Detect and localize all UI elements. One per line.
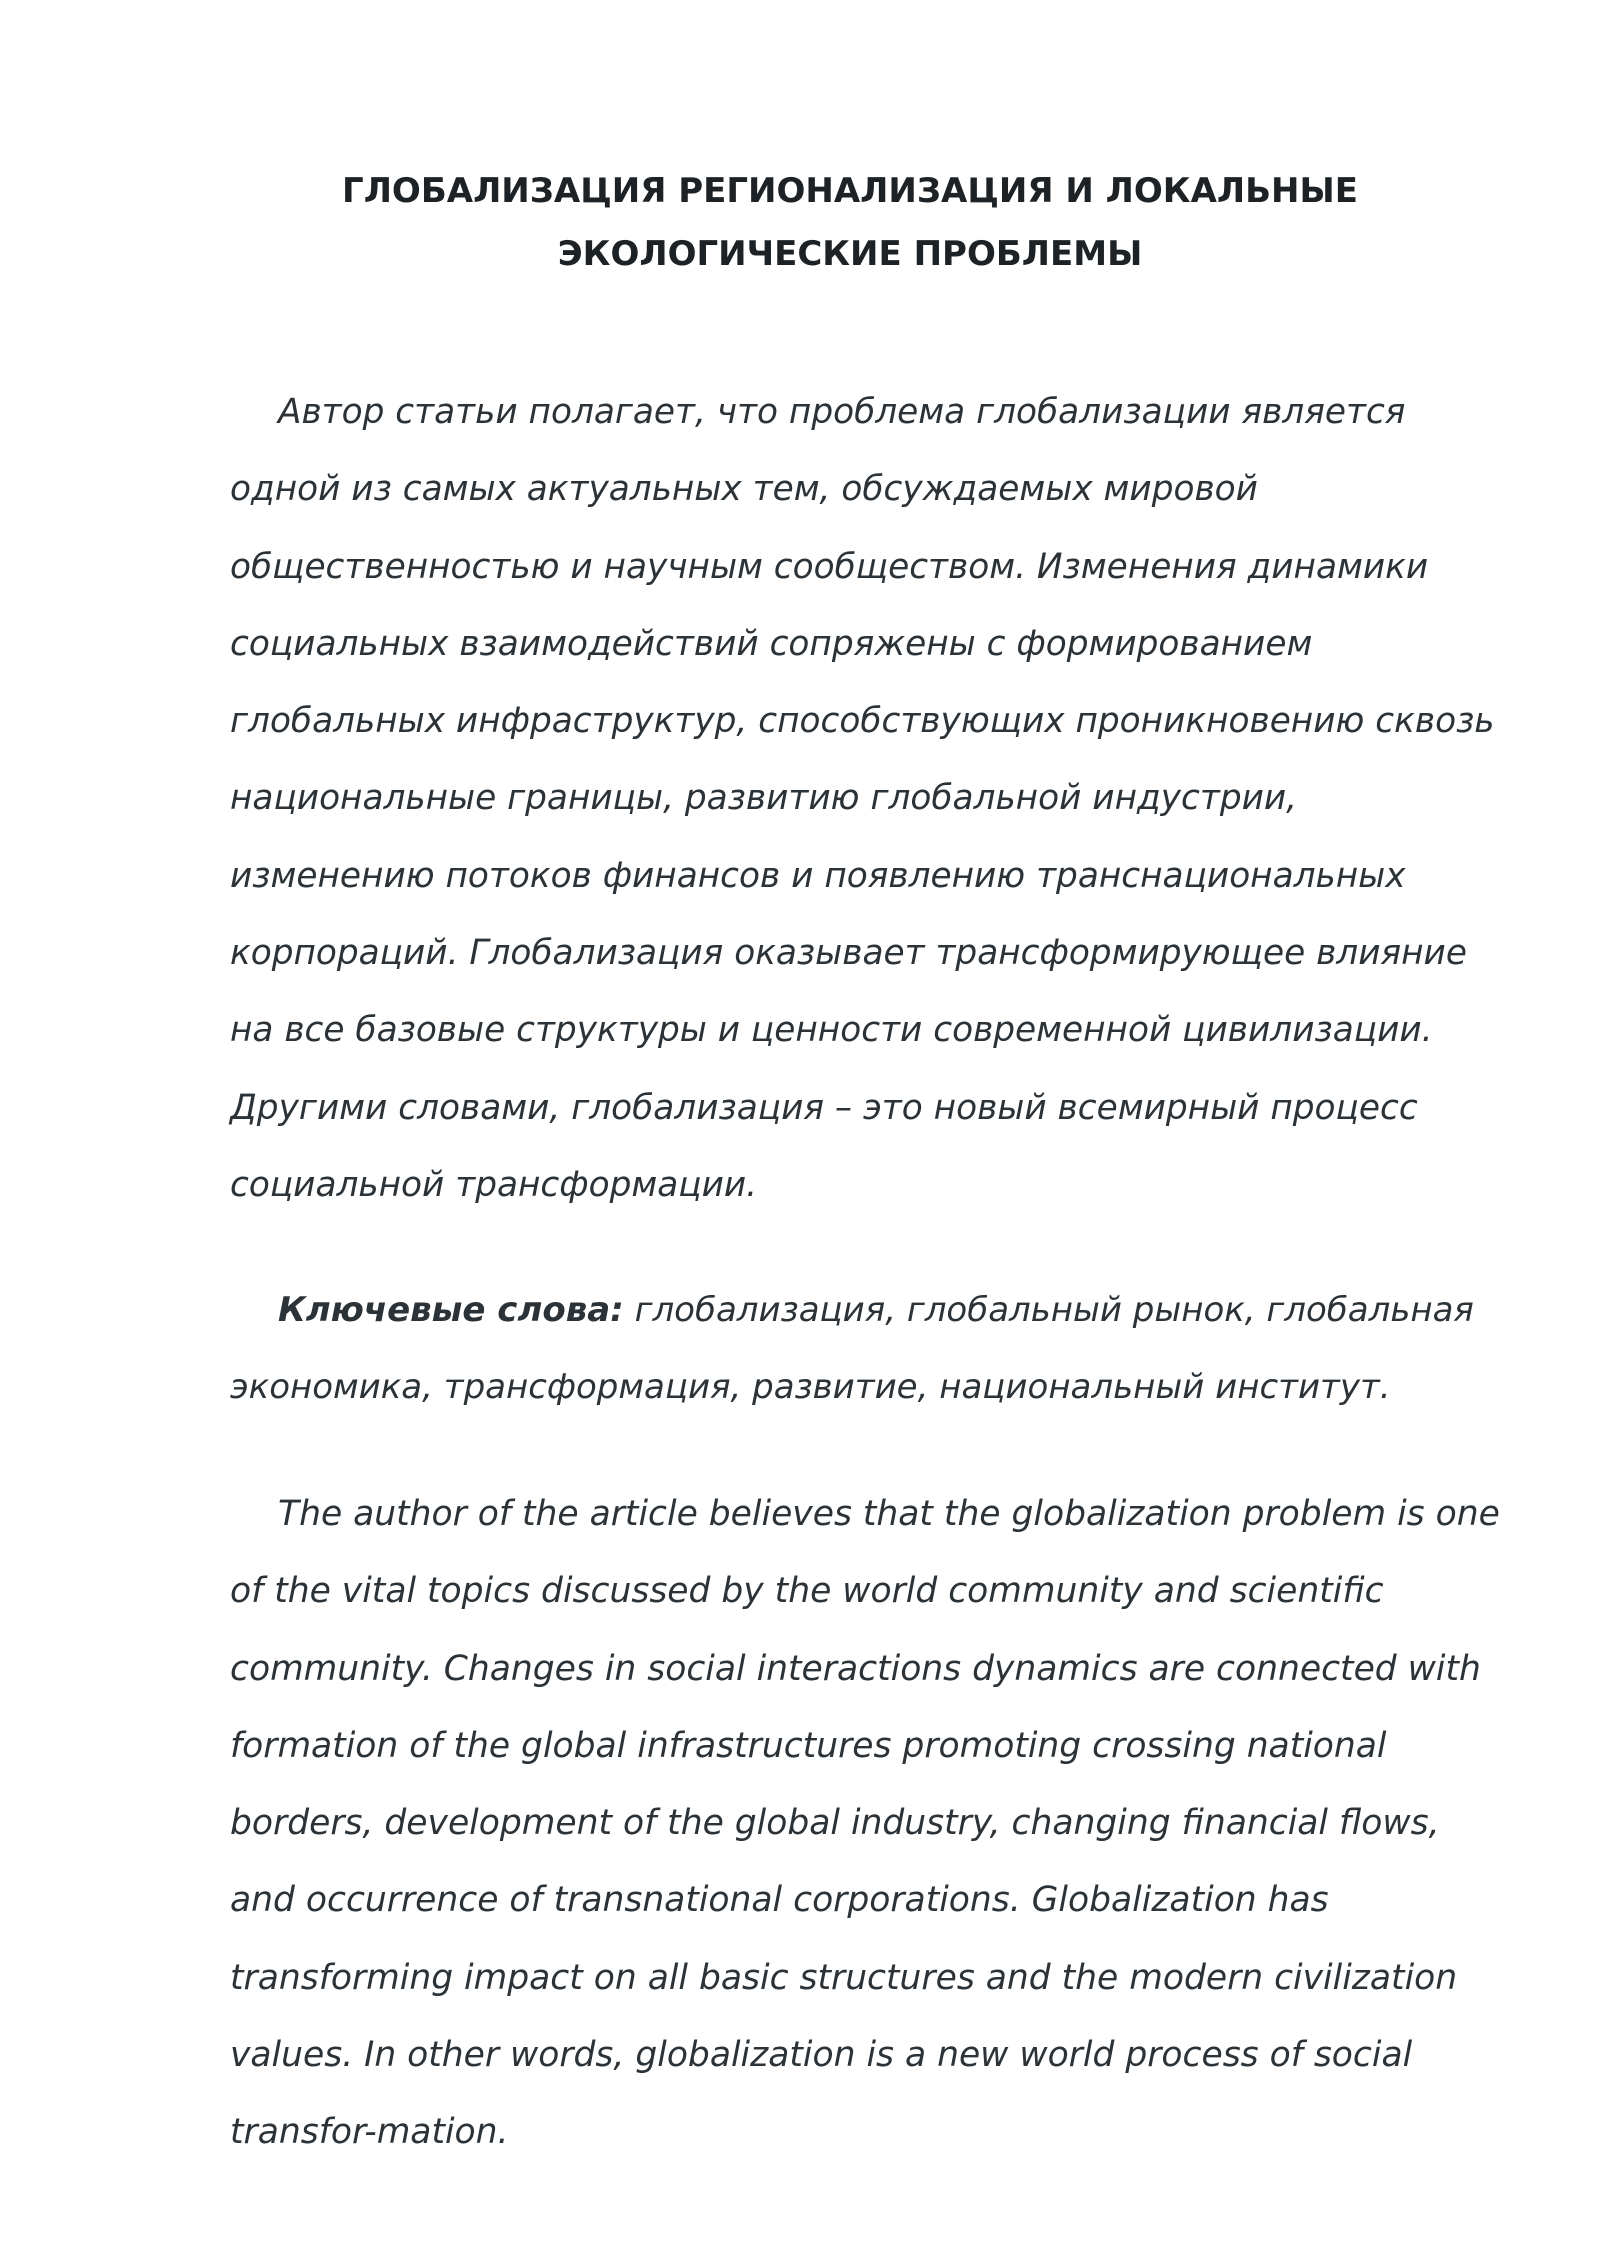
keywords-label: Ключевые слова: — [278, 1290, 624, 1330]
title-line-2: ЭКОЛОГИЧЕСКИЕ ПРОБЛЕМЫ — [557, 234, 1143, 274]
abstract-russian: Автор статьи полагает, что проблема глобализации является одной из самых актуальных тем, обсуждаемых мировой общественностью и научным сообществом. Изменения динамики социальных взаимодействий сопряжены с формированием глобальных инфраструктур, способствующих проникновению сквозь национальные границы, развитию глобальной индустрии, изменению потоков финансов и появлению транснациональных корпораций. Глобализация оказывает трансформирующее влияние на все базовые структуры и ценности современной цивилизации. Другими словами, глобализация – это новый всемирный процесс социальной трансформации. — [230, 392, 1495, 1205]
abstract-english: The author of the article believes that the globalization problem is one of the vital topics discussed by the world community and scientific community. Changes in social interactions dynamics are connected with formation of the global infrastructures promoting crossing national borders, development of the global industry, changing financial flows, and occurrence of transnational corporations. Globalization has transforming impact on all basic structures and the modern civilization values. In other words, globalization is a new world process of social transfor-mation. — [230, 1494, 1500, 2153]
keywords-text: глобализация, глобальный рынок, глобальная экономика, трансформация, развитие, национальный институт. — [230, 1290, 1474, 1408]
document-title — [200, 160, 1500, 286]
title-line-1: ГЛОБАЛИЗАЦИЯ РЕГИОНАЛИЗАЦИЯ И ЛОКАЛЬНЫЕ — [342, 171, 1358, 211]
keywords-paragraph — [230, 1272, 1500, 1427]
